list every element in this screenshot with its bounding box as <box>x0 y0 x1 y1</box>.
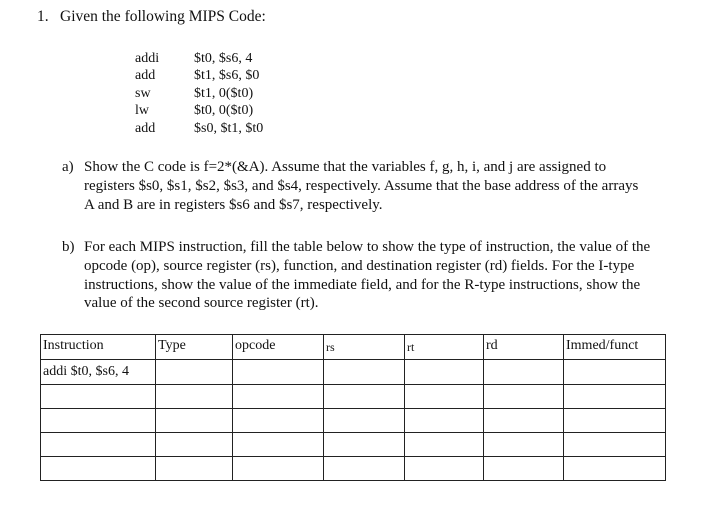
code-line <box>135 102 263 119</box>
table-cell[interactable] <box>156 385 233 409</box>
table-cell[interactable] <box>156 360 233 385</box>
table-cell[interactable] <box>405 433 484 457</box>
code-line <box>135 120 263 137</box>
part-b <box>62 238 662 313</box>
table-cell[interactable] <box>564 385 666 409</box>
table-cell[interactable] <box>233 385 324 409</box>
code-operands: $t1, $s6, $0 <box>194 68 260 84</box>
part-b-text: For each MIPS instruction, fill the table below to show the type of instruction, the value of the opcode (op), source register (rs), function, and destination register (rd) fields. For the I-type instructions, show the value of the immediate field, and for the R-type instructions, show the value of the second source register (rt). <box>84 239 651 312</box>
table-cell[interactable] <box>233 433 324 457</box>
code-operands: $s0, $t1, $t0 <box>194 120 264 136</box>
table-cell[interactable] <box>405 457 484 481</box>
table-row <box>41 433 666 457</box>
table-cell[interactable] <box>41 409 156 433</box>
header-rs: rs <box>324 335 405 360</box>
header-opcode: opcode <box>233 335 324 360</box>
table-cell[interactable] <box>324 457 405 481</box>
table-cell[interactable] <box>564 360 666 385</box>
answer-table <box>40 334 666 481</box>
table-cell[interactable] <box>484 457 564 481</box>
table-cell[interactable] <box>156 457 233 481</box>
table-cell[interactable] <box>41 457 156 481</box>
table-header-row <box>41 335 666 360</box>
table-cell[interactable] <box>156 433 233 457</box>
code-line <box>135 85 263 102</box>
table-cell[interactable] <box>233 457 324 481</box>
table-cell[interactable] <box>484 433 564 457</box>
table-cell[interactable] <box>405 385 484 409</box>
table-cell[interactable] <box>41 433 156 457</box>
table-cell[interactable] <box>324 385 405 409</box>
code-opcode: addi <box>135 51 160 66</box>
table-cell[interactable] <box>324 360 405 385</box>
part-a-label: a) <box>62 159 74 175</box>
code-opcode: lw <box>135 103 149 119</box>
part-b-label: b) <box>62 239 75 255</box>
table-cell[interactable] <box>41 385 156 409</box>
code-operands: $t0, $s6, 4 <box>194 51 253 66</box>
table-cell[interactable] <box>324 433 405 457</box>
header-immed-funct: Immed/funct <box>564 335 666 360</box>
table-cell[interactable]: addi $t0, $s6, 4 <box>41 360 156 385</box>
table-cell[interactable] <box>564 433 666 457</box>
table-cell[interactable] <box>484 385 564 409</box>
part-a-text: Show the C code is f=2*(&A). Assume that the variables f, g, h, i, and j are assigned to registers $s0, $s1, $s2, $s3, and $s4, respectively. Assume that the base address of the arrays A and B are in registers $s6 and $s7, respectively. <box>84 159 639 213</box>
table-cell[interactable] <box>484 409 564 433</box>
table-cell[interactable] <box>156 409 233 433</box>
table-cell[interactable] <box>233 409 324 433</box>
table-row <box>41 457 666 481</box>
code-operands: $t1, 0($t0) <box>194 85 254 101</box>
table-cell[interactable] <box>564 409 666 433</box>
table-cell[interactable] <box>405 409 484 433</box>
question-number: 1. <box>37 8 49 25</box>
header-rd: rd <box>484 335 564 360</box>
code-opcode: sw <box>135 85 151 101</box>
table-cell[interactable] <box>564 457 666 481</box>
table-row <box>41 409 666 433</box>
question-title: Given the following MIPS Code: <box>60 8 266 25</box>
table-cell[interactable] <box>484 360 564 385</box>
header-rt: rt <box>405 335 484 360</box>
mips-code-block <box>135 50 263 137</box>
part-a <box>62 158 642 214</box>
code-opcode: add <box>135 120 156 136</box>
table-row <box>41 360 666 385</box>
code-line <box>135 67 263 84</box>
code-opcode: add <box>135 68 156 84</box>
table-cell[interactable] <box>405 360 484 385</box>
table-row <box>41 385 666 409</box>
question-heading <box>37 8 266 26</box>
table-cell[interactable] <box>324 409 405 433</box>
header-type: Type <box>156 335 233 360</box>
code-line <box>135 50 263 67</box>
table-cell[interactable] <box>233 360 324 385</box>
header-instruction: Instruction <box>41 335 156 360</box>
code-operands: $t0, 0($t0) <box>194 103 254 119</box>
